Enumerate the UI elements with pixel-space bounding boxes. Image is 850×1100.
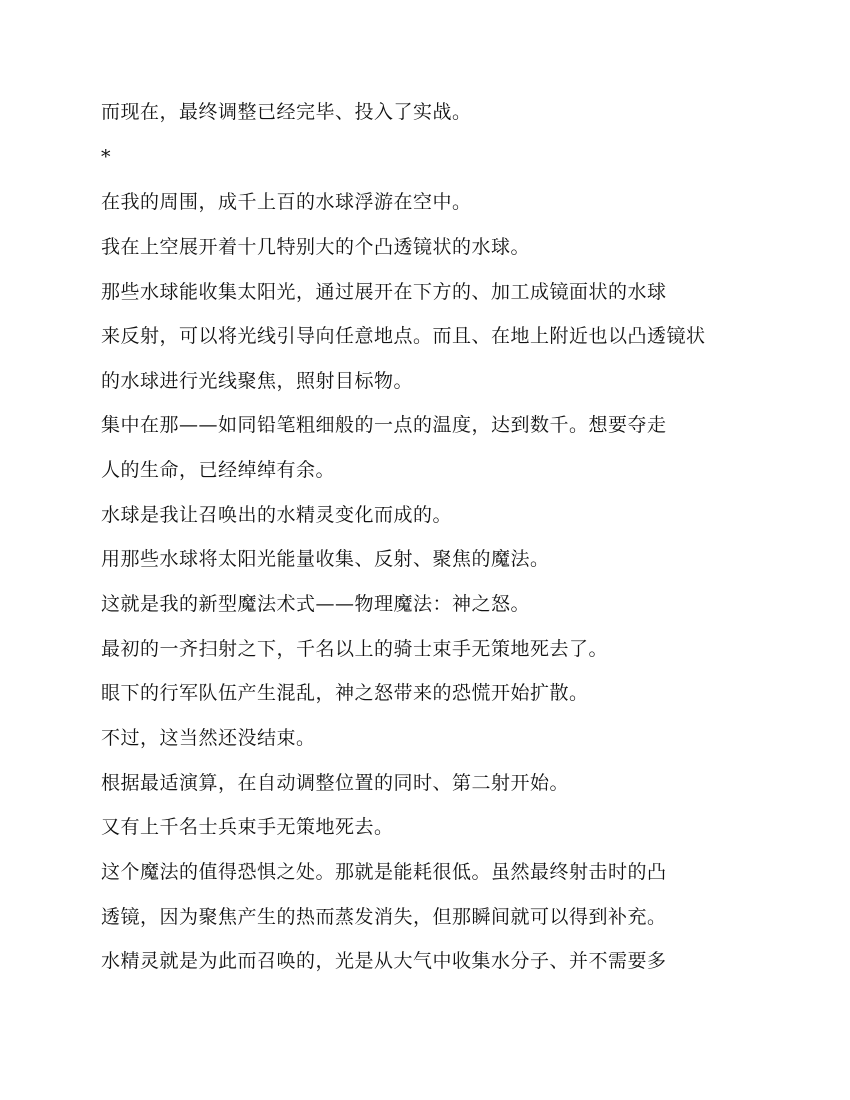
text-line: 水精灵就是为此而召唤的，光是从大气中收集水分子、并不需要多 <box>101 950 667 972</box>
text-line: 眼下的行军队伍产生混乱，神之怒带来的恐慌开始扩散。 <box>101 682 589 704</box>
text-line: 根据最适演算，在自动调整位置的同时、第二射开始。 <box>101 772 570 794</box>
text-line: 用那些水球将太阳光能量收集、反射、聚焦的魔法。 <box>101 548 550 570</box>
text-line: 这就是我的新型魔法术式——物理魔法：神之怒。 <box>101 593 531 615</box>
text-line: 的水球进行光线聚焦，照射目标物。 <box>101 370 414 392</box>
text-line: 又有上千名士兵束手无策地死去。 <box>101 816 394 838</box>
text-line: 我在上空展开着十几特别大的个凸透镜状的水球。 <box>101 236 531 258</box>
text-line: 人的生命，已经绰绰有余。 <box>101 459 336 481</box>
text-line: 这个魔法的值得恐惧之处。那就是能耗很低。虽然最终射击时的凸 <box>101 861 667 883</box>
section-break: * <box>101 146 111 168</box>
text-line: 而现在，最终调整已经完毕、投入了实战。 <box>101 101 472 123</box>
text-line: 最初的一齐扫射之下，千名以上的骑士束手无策地死去了。 <box>101 638 609 660</box>
text-line: 不过，这当然还没结束。 <box>101 727 316 749</box>
text-line: 水球是我让召唤出的水精灵变化而成的。 <box>101 504 453 526</box>
text-line: 在我的周围，成千上百的水球浮游在空中。 <box>101 191 472 213</box>
text-line: 集中在那——如同铅笔粗细般的一点的温度，达到数千。想要夺走 <box>101 414 667 436</box>
text-line: 来反射，可以将光线引导向任意地点。而且、在地上附近也以凸透镜状 <box>101 325 706 347</box>
text-line: 透镜，因为聚焦产生的热而蒸发消失，但那瞬间就可以得到补充。 <box>101 906 667 928</box>
text-line: 那些水球能收集太阳光，通过展开在下方的、加工成镜面状的水球 <box>101 281 667 303</box>
